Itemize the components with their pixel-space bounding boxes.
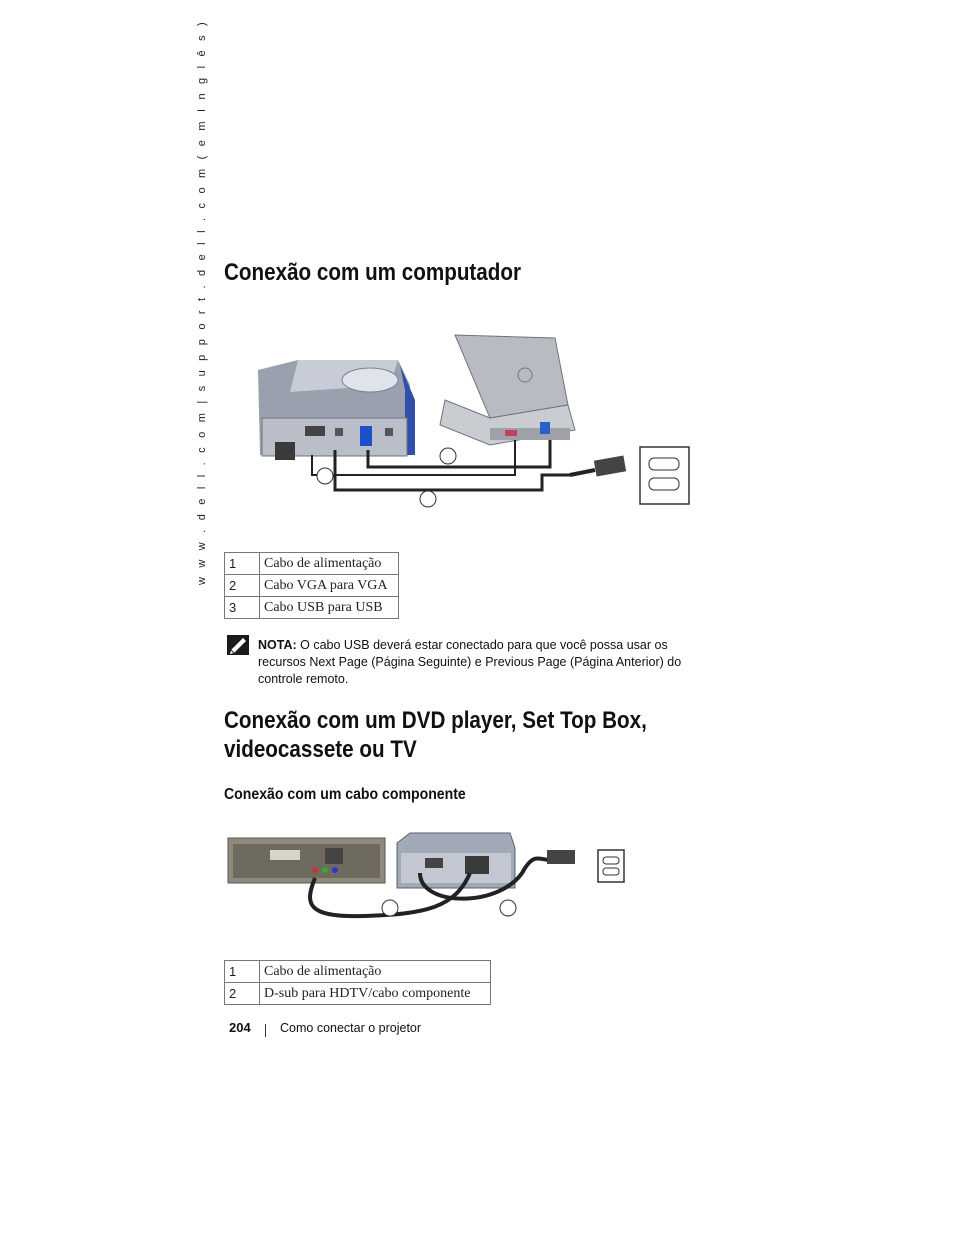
subsection-title-component: Conexão com um cabo componente xyxy=(224,786,466,803)
computer-connection-figure xyxy=(250,330,695,515)
laptop-illustration xyxy=(440,335,575,445)
component-connection-figure xyxy=(225,828,630,928)
table-row: 2 D-sub para HDTV/cabo componente xyxy=(225,983,491,1005)
dvd-player-illustration xyxy=(228,838,385,883)
pencil-note-icon xyxy=(226,634,250,656)
power-outlet-icon xyxy=(640,447,689,504)
power-outlet-icon xyxy=(598,850,624,882)
table-row: 1 Cabo de alimentação xyxy=(225,961,491,983)
section-title-dvd: Conexão com um DVD player, Set Top Box, videocassete ou TV xyxy=(224,707,647,763)
page-number: 204 xyxy=(229,1020,251,1035)
projector-illustration xyxy=(397,833,515,888)
computer-legend-table xyxy=(224,552,399,619)
projector-illustration xyxy=(258,360,415,460)
note-text: O cabo USB deverá estar conectado para que você possa usar os recursos Next Page (Página Seguinte) e Previous Page (Página Anterior) do controle remoto. xyxy=(258,638,682,686)
usb-note xyxy=(258,637,688,688)
note-label: NOTA: xyxy=(258,638,297,652)
footer-divider xyxy=(265,1024,266,1037)
table-row: 2 Cabo VGA para VGA xyxy=(225,575,399,597)
footer-title: Como conectar o projetor xyxy=(280,1021,422,1035)
side-url: w w w . d e l l . c o m | s u p p o r t . d e l l . c o m ( e m I n g l ê s ) xyxy=(196,19,208,585)
table-row: 1 Cabo de alimentação xyxy=(225,553,399,575)
section-title-computer: Conexão com um computador xyxy=(224,259,522,286)
component-legend-table xyxy=(224,960,491,1005)
table-row: 3 Cabo USB para USB xyxy=(225,597,399,619)
